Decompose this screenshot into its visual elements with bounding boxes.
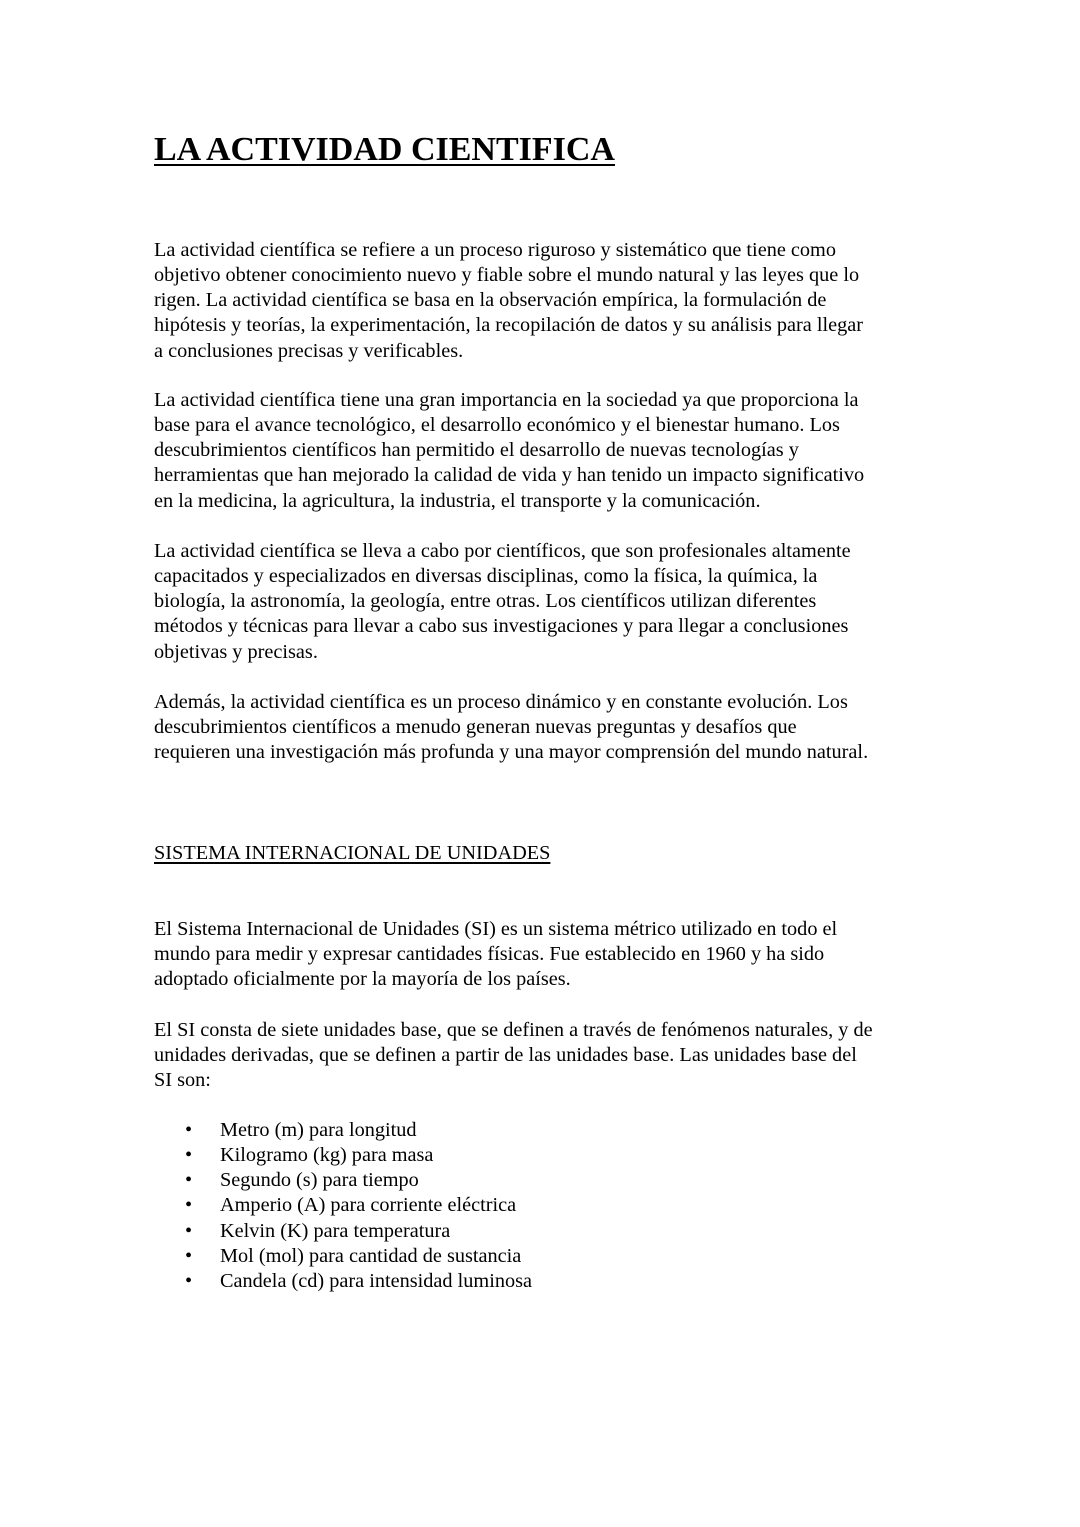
text-line: adoptado oficialmente por la mayoría de los países. [154,968,571,991]
text-line: Además, la actividad científica es un proceso dinámico y en constante evolución. Los [154,691,848,713]
text-line: unidades derivadas, que se definen a partir de las unidades base. Las unidades base del [154,1044,857,1067]
list-item [154,1219,532,1244]
list-item [154,1244,532,1269]
bullet-icon: • [185,1194,193,1217]
unit-text: Segundo (s) para tiempo [220,1169,419,1192]
text-line: métodos y técnicas para llevar a cabo sus investigaciones y para llegar a conclusiones [154,615,849,638]
unit-text: Amperio (A) para corriente eléctrica [220,1194,517,1217]
paragraph-definition [154,238,863,364]
paragraph-si-base [154,1018,873,1093]
paragraph-dynamic [154,690,868,765]
list-item [154,1168,532,1193]
bullet-icon: • [185,1269,193,1292]
paragraph-importance [154,388,864,514]
bullet-icon: • [185,1144,193,1167]
bullet-icon: • [185,1119,193,1141]
text-line: La actividad científica se refiere a un proceso riguroso y sistemático que tiene como [154,239,836,261]
unit-text: Metro (m) para longitud [220,1119,417,1141]
text-line: objetivas y precisas. [154,640,318,663]
text-line: La actividad científica tiene una gran importancia en la sociedad ya que proporciona la [154,389,859,411]
list-item [154,1193,532,1218]
text-line: herramientas que han mejorado la calidad de vida y han tenido un impacto significativo [154,464,865,487]
text-line: base para el avance tecnológico, el desarrollo económico y el bienestar humano. Los [154,414,840,437]
unit-text: Mol (mol) para cantidad de sustancia [220,1244,522,1267]
text-line: mundo para medir y expresar cantidades físicas. Fue establecido en 1960 y ha sido [154,943,825,966]
section-heading: SISTEMA INTERNACIONAL DE UNIDADES [154,842,551,864]
bullet-icon: • [185,1219,193,1242]
paragraph-si-intro [154,917,837,992]
list-item [154,1143,532,1168]
text-line: La actividad científica se lleva a cabo por científicos, que son profesionales altamente [154,540,851,562]
unit-text: Candela (cd) para intensidad luminosa [220,1269,533,1292]
unit-text: Kelvin (K) para temperatura [220,1219,451,1242]
text-line: en la medicina, la agricultura, la industria, el transporte y la comunicación. [154,489,761,512]
si-units-list [154,1118,532,1294]
text-line: El SI consta de siete unidades base, que se definen a través de fenómenos naturales, y de [154,1019,873,1041]
list-item [154,1118,532,1143]
text-line: capacitados y especializados en diversas disciplinas, como la física, la química, la [154,565,818,588]
text-line: rigen. La actividad científica se basa en la observación empírica, la formulación de [154,289,827,312]
text-line: El Sistema Internacional de Unidades (SI) es un sistema métrico utilizado en todo el [154,918,838,940]
text-line: objetivo obtener conocimiento nuevo y fiable sobre el mundo natural y las leyes que lo [154,264,860,287]
text-line: requieren una investigación más profunda y una mayor comprensión del mundo natural. [154,741,869,764]
text-line: descubrimientos científicos a menudo generan nuevas preguntas y desafíos que [154,716,797,739]
unit-text: Kilogramo (kg) para masa [220,1144,434,1167]
paragraph-scientists [154,539,851,665]
text-line: a conclusiones precisas y verificables. [154,339,464,362]
bullet-icon: • [185,1244,193,1267]
text-line: SI son: [154,1069,211,1092]
page-title: LA ACTIVIDAD CIENTIFICA [154,131,615,168]
text-line: descubrimientos científicos han permitido el desarrollo de nuevas tecnologías y [154,439,799,462]
bullet-icon: • [185,1169,193,1192]
list-item [154,1269,532,1294]
text-line: hipótesis y teorías, la experimentación, la recopilación de datos y su análisis para llegar [154,314,864,337]
text-line: biología, la astronomía, la geología, entre otras. Los científicos utilizan diferentes [154,590,817,613]
